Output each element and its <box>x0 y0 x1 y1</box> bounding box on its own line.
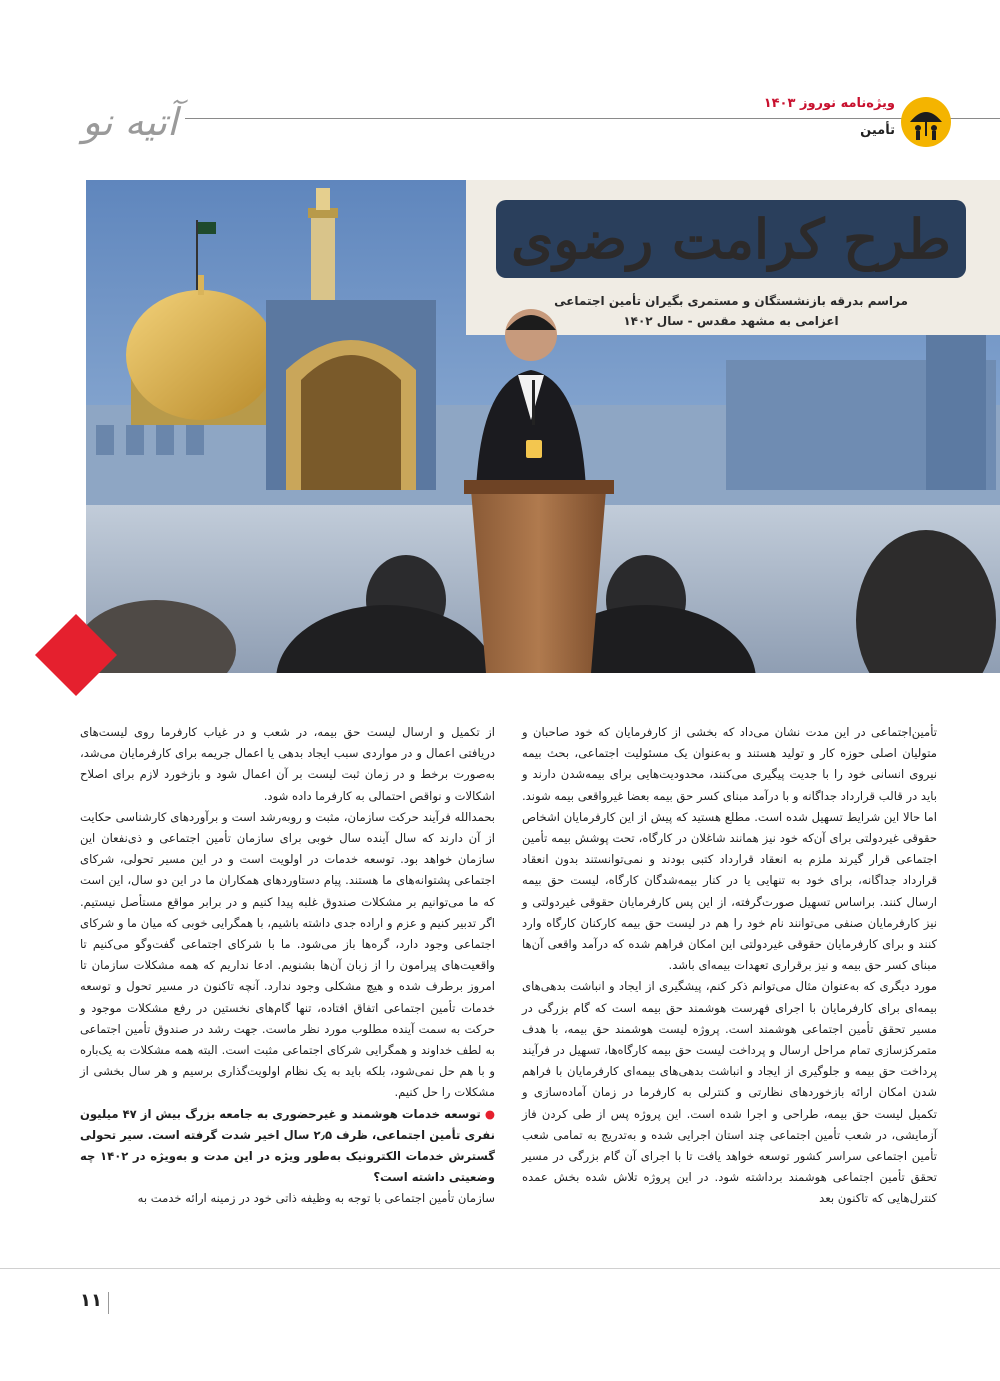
brand-logo: آتیه نو <box>82 100 178 144</box>
interview-question <box>80 1104 495 1189</box>
paragraph: مورد دیگری که به‌عنوان مثال می‌توانم ذکر کنم، پیشگیری از ایجاد و انباشت بدهی‌های بیمه‌ای برای کارفرمایان با اجرای فهرست هوشمند حق بیمه است که گام بزرگی در مسیر تحقق تأمین اجتماعی هوشمند است. پروژه لیست هوشمند حق بیمه، با هدف متمرکزسازی تمام مراحل ارسال و پرداخت لیست حق بیمه کارگاه‌ها، تسهیل در فرآیند پرداخت حق بیمه و جلوگیری از ایجاد و انباشت بدهی‌های بیمه‌ای کارفرمایان با فراهم شدن امکان ارائه بازخوردهای نظارتی و کنترلی به کارفرما در زمان آماده‌سازی و تکمیل لیست حق بیمه، طراحی و اجرا شده است. این پروژه پس از طی کردن فاز آزمایشی، در شعب تأمین اجتماعی چند استان اجرایی شده و به‌تدریج به تمامی شعب تأمین اجتماعی سراسر کشور توسعه خواهد یافت تا با اجرای آن گام بزرگی در مسیر تحقق تأمین اجتماعی هوشمند برداشته شود. در این پروژه تلاش شده بخش عمده کنترل‌هایی که تاکنون بعد <box>522 979 937 1206</box>
section-label: تأمین <box>860 123 895 138</box>
footer-rule <box>0 1268 1000 1269</box>
paragraph: بحمدالله فرآیند حرکت سازمان، مثبت و روبه‌رشد است و برآوردهای کارشناسی حکایت از آن دارند که سال آینده سال خوبی برای سازمان تأمین اجتماعی و ذی‌نفعان این سازمان خواهد بود. توسعه خدمات در اولویت است و در این مسیر تحولی، شرکای اجتماعی پشتوانه‌های ما هستند. پیام دستاوردهای همکاران ما در این دو سال، این است که ما می‌توانیم بر مشکلات صندوق غلبه پیدا کنیم و در برابر مواقع مستأصل نیستیم. اگر تدبیر کنیم و عزم و اراده جدی داشته باشیم، با همگرایی خوبی که میان ما و شرکای اجتماعی وجود دارد، گره‌ها باز می‌شود. ما با شرکای اجتماعی گفت‌وگو می‌کنیم تا واقعیت‌های پیرامون را از زبان آن‌ها بشنویم. ادعا نداریم که همه مشکلات سازمان تا امروز برطرف شده و هیچ مشکلی وجود ندارد. آنچه تاکنون در مسیر تحول و توسعه خدمات تأمین اجتماعی اتفاق افتاده، تنها گام‌های نخستین در رفع مشکلات موجود و حرکت به سمت آینده مطلوب مورد نظر ماست. جهت رشد در صندوق تأمین اجتماعی به لطف خداوند و همگرایی شرکای اجتماعی مثبت است. البته همه مشکلات به یک‌باره و با هم حل نمی‌شود، بلکه باید به یک نظام اولویت‌گذاری برسیم و هر سال بخشی از مشکلات را حل کنیم. <box>80 809 495 1100</box>
page-number: ۱۱ <box>80 1290 102 1311</box>
paragraph: سازمان تأمین اجتماعی با توجه به وظیفه ذاتی خود در زمینه ارائه خدمت به <box>137 1191 495 1206</box>
banner-line-1: مراسم بدرقه بازنشستگان و مستمری بگیران تأمین اجتماعی <box>554 294 908 308</box>
article-column-right <box>522 722 937 1210</box>
page-header <box>0 0 1000 160</box>
bullet-icon: ● <box>480 1106 496 1121</box>
event-photo <box>86 180 1000 673</box>
article-column-left <box>80 722 495 1210</box>
umbrella-family-icon <box>900 96 952 148</box>
paragraph: تأمین‌اجتماعی در این مدت نشان می‌داد که بخشی از کارفرمایان که خود صاحبان و متولیان اصلی حوزه کار و تولید هستند و به‌عنوان یک مسئولیت اجتماعی، بحث بیمه نیروی انسانی خود را با جدیت پیگیری می‌کنند، محدودیت‌هایی برای بیمه‌شدن دارند و باید در قالب قرارداد جداگانه و با درآمد مبنای کسر حق بیمه بعضا غیرواقعی بیمه شوند. اما حالا این شرایط تسهیل شده است. مطلع هستید که پیش از این کارفرمایان اشخاص حقوقی غیردولتی برای آن‌که خود نیز همانند شاغلان در کارگاه، تحت پوشش بیمه تأمین اجتماعی قرار گیرند ملزم به انعقاد قرارداد کتبی بودند و نمی‌توانستند بدون انعقاد قرارداد جداگانه، برای خود به تنهایی یا در کنار بیمه‌شدگان کارگاه، لیست حق بیمه ارسال کنند. براساس تسهیل صورت‌گرفته، از این پس کارفرمایان حقوقی غیردولتی و نیز کارفرمایان صنفی می‌توانند نام خود را هم در لیست حق بیمه کارکنان کارگاه وارد کنند و برای کارفرمایان حقوقی غیردولتی این امکان فراهم شده که درآمد واقعی آن‌ها مبنای کسر حق بیمه و نیز برقراری تعهدات بیمه‌ای باشد. <box>522 725 937 973</box>
page-number-divider <box>108 1292 109 1314</box>
header-rule <box>185 118 1000 119</box>
issue-title: ویژه‌نامه نوروز ۱۴۰۳ <box>763 96 895 111</box>
paragraph: از تکمیل و ارسال لیست حق بیمه، در شعب و در غیاب کارفرما روی لیست‌های دریافتی اعمال و در مواردی سبب ایجاد بدهی یا اعمال جریمه برای کارفرمایان می‌شد، به‌صورت برخط و در زمان ثبت لیست بر آن اعمال شود و بازخورد لازم برای اصلاح اشکالات و نواقص احتمالی به کارفرما داده شود. <box>80 725 495 803</box>
event-photo-illustration <box>86 180 1000 673</box>
banner-title: طرح کرامت رضوی <box>511 207 951 271</box>
banner-line-2: اعزامی به مشهد مقدس - سال ۱۴۰۲ <box>623 314 839 328</box>
question-text: توسعه خدمات هوشمند و غیرحضوری به جامعه بزرگ بیش از ۴۷ میلیون نفری تأمین اجتماعی، ظرف ۲٫۵ سال اخیر شدت گرفته است. سیر تحولی گسترش خدمات الکترونیک به‌طور ویژه در این مدت و به‌ویژه در ۱۴۰۲ چه وضعیتی داشته است؟ <box>80 1106 495 1185</box>
